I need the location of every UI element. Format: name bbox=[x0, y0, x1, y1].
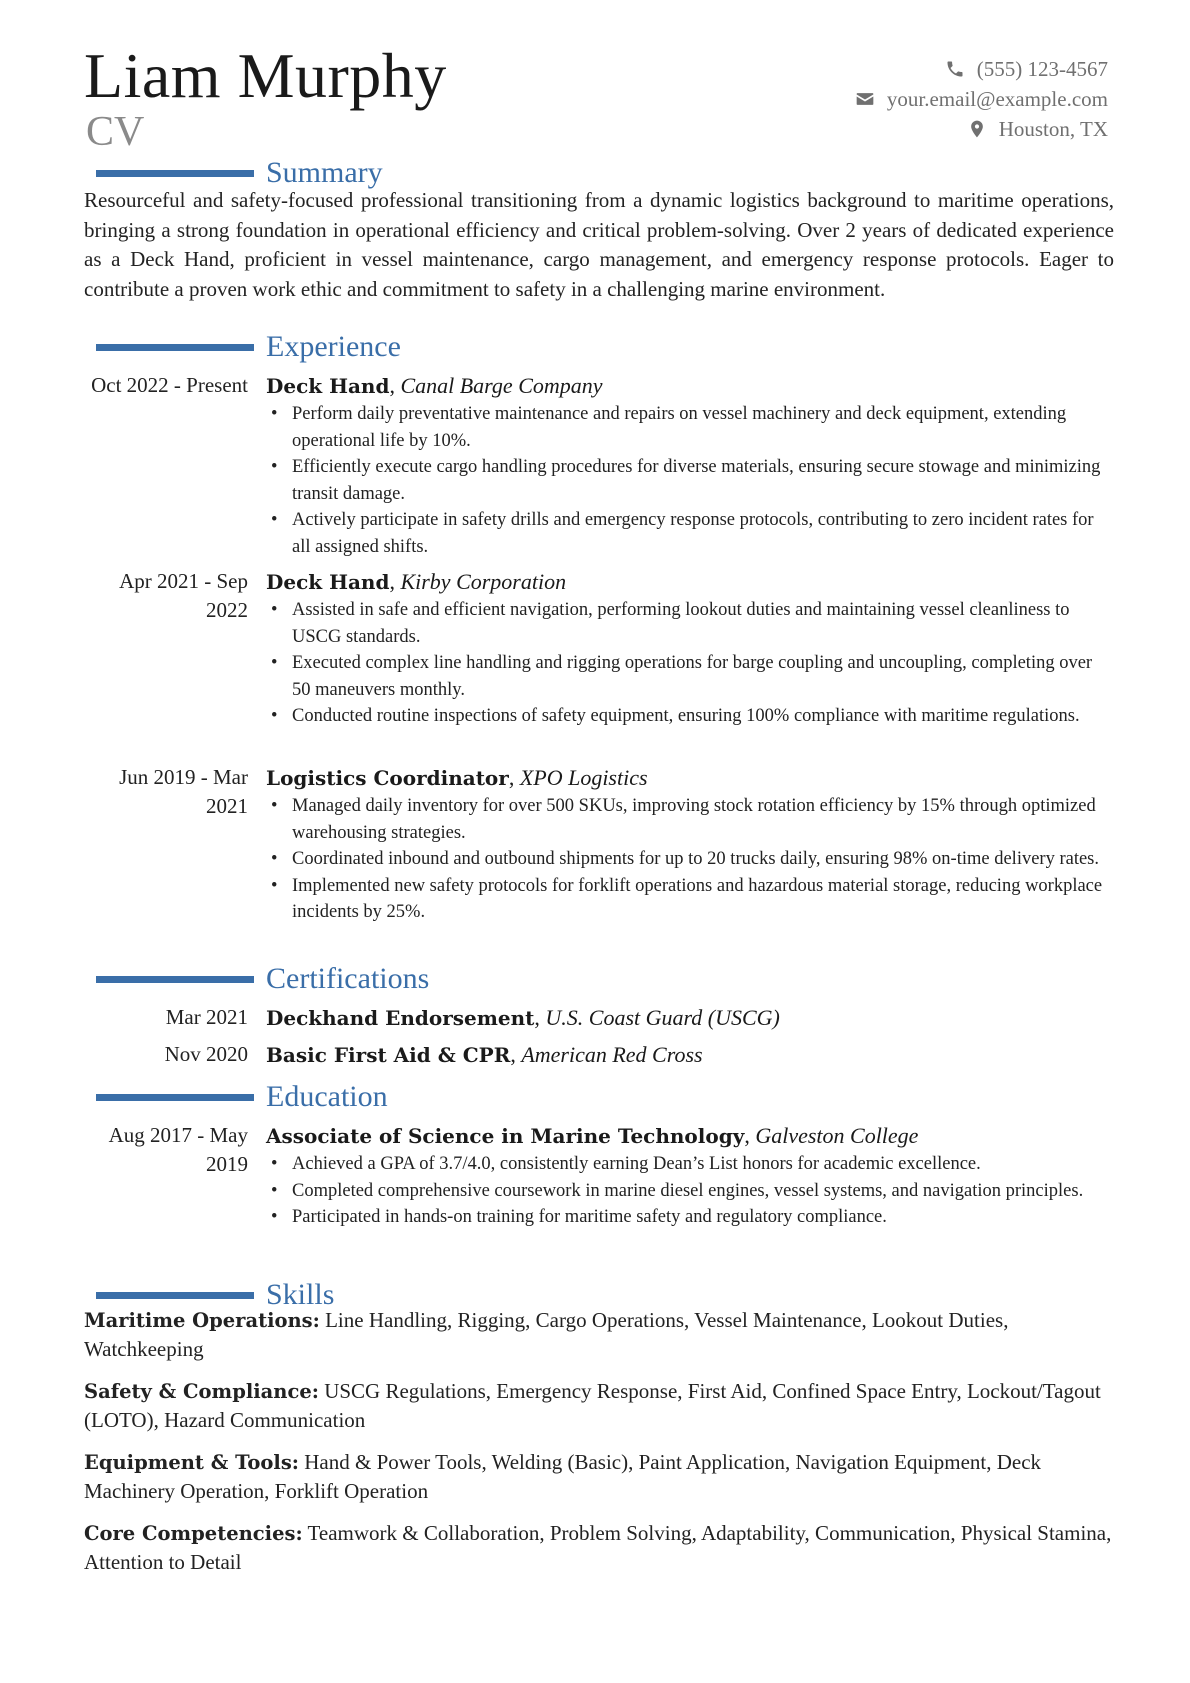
skill-items: Hand & Power Tools, Welding (Basic), Paint Application, Navigation Equipment, Deck Machinery Operation, Forklift Operation bbox=[84, 1450, 1042, 1503]
bullet-item: • Managed daily inventory for over 500 SKUs, improving stock rotation efficiency by 15% through optimized warehousing strategies. bbox=[266, 793, 1114, 846]
contact-location bbox=[855, 114, 1108, 144]
bullet-item: • Executed complex line handling and rigging operations for barge coupling and uncoupling, completing over 50 maneuvers monthly. bbox=[266, 650, 1114, 703]
skill-items: Teamwork & Collaboration, Problem Solving, Adaptability, Communication, Physical Stamina, Attention to Detail bbox=[84, 1521, 1112, 1574]
summary-text: Resourceful and safety-focused professional transitioning from a dynamic logistics background to maritime operations, bringing a strong foundation in operational efficiency and critical problem-solving. Over 2 years of dedicated experience as a Deck Hand, proficient in vessel maintenance, cargo management, and emergency response protocols. Eager to contribute a proven work ethic and commitment to safety in a challenging marine environment. bbox=[84, 188, 1114, 301]
bullet-item: • Perform daily preventative maintenance and repairs on vessel machinery and deck equipment, extending operational life by 10%. bbox=[266, 401, 1114, 454]
entry-dates: Apr 2021 - Sep 2022 bbox=[119, 569, 248, 622]
section-title: Education bbox=[266, 1080, 388, 1113]
section-accent-bar bbox=[96, 1094, 254, 1101]
cert-title: Deckhand Endorsement bbox=[266, 1006, 535, 1030]
section-accent-bar bbox=[96, 1292, 254, 1299]
bullet-list bbox=[266, 401, 1114, 560]
section-accent-bar bbox=[96, 170, 254, 177]
skill-items: Line Handling, Rigging, Cargo Operations, Vessel Maintenance, Lookout Duties, Watchkeeping bbox=[84, 1308, 1009, 1361]
bullet-list bbox=[266, 1151, 1114, 1231]
section-title: Certifications bbox=[266, 962, 430, 995]
section-title: Experience bbox=[266, 330, 401, 363]
entry-dates: Jun 2019 - Mar 2021 bbox=[119, 765, 248, 818]
email-text: your.email@example.com bbox=[886, 87, 1108, 111]
bullet-item: • Achieved a GPA of 3.7/4.0, consistently earning Dean’s List honors for academic excellence. bbox=[266, 1151, 1114, 1178]
envelope-icon bbox=[855, 89, 875, 109]
cert-issuer: U.S. Coast Guard (USCG) bbox=[545, 1005, 780, 1030]
company-name: Canal Barge Company bbox=[400, 373, 603, 398]
section-title: Skills bbox=[266, 1278, 335, 1311]
bullet-item: • Implemented new safety protocols for forklift operations and hazardous material storage, reducing workplace incidents by 25%. bbox=[266, 873, 1114, 926]
company-name: XPO Logistics bbox=[519, 765, 648, 790]
entry-body bbox=[266, 1003, 1114, 1033]
bullet-item: • Actively participate in safety drills and emergency response protocols, contributing to zero incident rates for all assigned shifts. bbox=[266, 507, 1114, 560]
bullet-item: • Participated in hands-on training for maritime safety and regulatory compliance. bbox=[266, 1204, 1114, 1231]
cert-date: Mar 2021 bbox=[165, 1005, 248, 1029]
job-title: Deck Hand bbox=[266, 374, 390, 398]
phone-text: (555) 123-4567 bbox=[976, 57, 1108, 81]
bullet-item: • Efficiently execute cargo handling procedures for diverse materials, ensuring secure stowage and minimizing transit damage. bbox=[266, 454, 1114, 507]
skill-label: Equipment & Tools: bbox=[84, 1451, 299, 1474]
entry-body bbox=[266, 567, 1114, 730]
entry-heading: Logistics Coordinator, XPO Logistics bbox=[266, 765, 648, 790]
section-experience-heading bbox=[0, 330, 1190, 370]
skill-group bbox=[84, 1448, 1114, 1506]
entry-heading: Deck Hand, Canal Barge Company bbox=[266, 373, 603, 398]
contact-phone[interactable] bbox=[855, 54, 1108, 84]
entry-heading: Deck Hand, Kirby Corporation bbox=[266, 569, 567, 594]
skill-label: Safety & Compliance: bbox=[84, 1380, 319, 1403]
entry-body bbox=[266, 1040, 1114, 1070]
location-text: Houston, TX bbox=[998, 117, 1108, 141]
cert-issuer: American Red Cross bbox=[521, 1042, 703, 1067]
bullet-item: • Conducted routine inspections of safety equipment, ensuring 100% compliance with maritime regulations. bbox=[266, 703, 1114, 730]
contact-email[interactable] bbox=[855, 84, 1108, 114]
degree-title: Associate of Science in Marine Technology bbox=[266, 1124, 745, 1148]
entry-body bbox=[266, 1121, 1114, 1231]
job-title: Deck Hand bbox=[266, 570, 390, 594]
skill-group bbox=[84, 1519, 1114, 1577]
entry-body bbox=[266, 763, 1114, 926]
bullet-item: • Completed comprehensive coursework in marine diesel engines, vessel systems, and navigation principles. bbox=[266, 1178, 1114, 1205]
skill-group bbox=[84, 1306, 1114, 1364]
entry-dates: Oct 2022 - Present bbox=[91, 373, 248, 397]
section-certifications-heading bbox=[0, 962, 1190, 1002]
entry-heading: Associate of Science in Marine Technology, Galveston College bbox=[266, 1123, 919, 1148]
job-title: Logistics Coordinator bbox=[266, 766, 509, 790]
entry-heading: Basic First Aid & CPR, American Red Cross bbox=[266, 1042, 703, 1067]
bullet-list bbox=[266, 793, 1114, 926]
document-type: CV bbox=[86, 109, 145, 155]
cert-date: Nov 2020 bbox=[164, 1042, 248, 1066]
candidate-name: Liam Murphy bbox=[84, 40, 447, 111]
phone-icon bbox=[945, 59, 965, 79]
section-accent-bar bbox=[96, 976, 254, 983]
skill-label: Maritime Operations: bbox=[84, 1309, 320, 1332]
entry-body bbox=[266, 371, 1114, 560]
company-name: Kirby Corporation bbox=[400, 569, 567, 594]
section-education-heading bbox=[0, 1080, 1190, 1120]
bullet-list bbox=[266, 597, 1114, 730]
bullet-item: • Assisted in safe and efficient navigation, performing lookout duties and maintaining vessel cleanliness to USCG standards. bbox=[266, 597, 1114, 650]
section-title: Summary bbox=[266, 156, 383, 189]
school-name: Galveston College bbox=[755, 1123, 919, 1148]
entry-dates: Aug 2017 - May 2019 bbox=[108, 1123, 248, 1176]
skill-items: USCG Regulations, Emergency Response, First Aid, Confined Space Entry, Lockout/Tagout (LOTO), Hazard Communication bbox=[84, 1379, 1101, 1432]
bullet-item: • Coordinated inbound and outbound shipments for up to 20 trucks daily, ensuring 98% on-time delivery rates. bbox=[266, 846, 1114, 873]
cert-title: Basic First Aid & CPR bbox=[266, 1043, 511, 1067]
skill-label: Core Competencies: bbox=[84, 1522, 303, 1545]
contact-block bbox=[855, 54, 1108, 144]
map-pin-icon bbox=[967, 119, 987, 139]
section-accent-bar bbox=[96, 344, 254, 351]
entry-heading: Deckhand Endorsement, U.S. Coast Guard (USCG) bbox=[266, 1005, 780, 1030]
skill-group bbox=[84, 1377, 1114, 1435]
